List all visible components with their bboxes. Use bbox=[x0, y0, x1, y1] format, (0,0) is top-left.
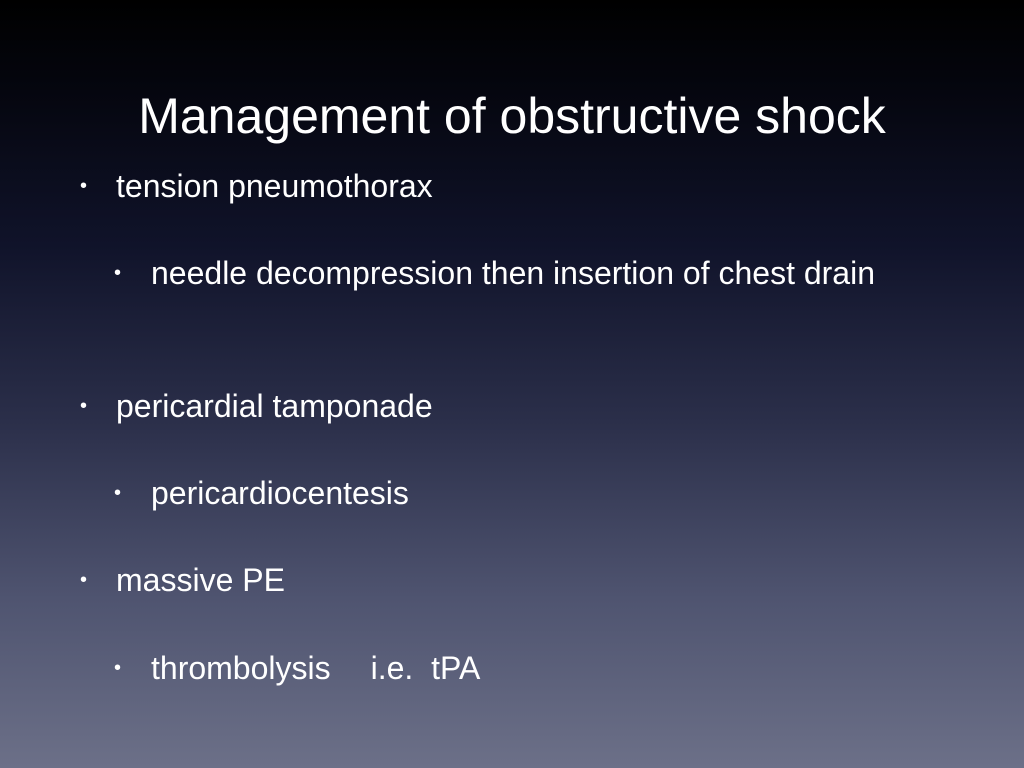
slide-title: Management of obstructive shock bbox=[138, 88, 886, 144]
list-item-tension-pneumothorax: tension pneumothorax bbox=[116, 168, 433, 204]
list-item-thrombolysis-suffix: i.e. tPA bbox=[370, 650, 481, 686]
list-item-pericardial-tamponade: pericardial tamponade bbox=[116, 388, 433, 424]
list-item-pericardiocentesis: pericardiocentesis bbox=[151, 475, 409, 511]
bullet-icon: • bbox=[80, 175, 88, 197]
list-item-massive-pe: massive PE bbox=[116, 562, 285, 598]
bullet-icon: • bbox=[114, 657, 122, 679]
bullet-icon: • bbox=[80, 395, 88, 417]
bullet-icon: • bbox=[80, 569, 88, 591]
list-item-thrombolysis-text: thrombolysis bbox=[151, 650, 331, 686]
bullet-icon: • bbox=[114, 262, 122, 284]
list-item-needle-decompression: needle decompression then insertion of chest drain bbox=[151, 255, 875, 291]
bullet-icon: • bbox=[114, 482, 122, 504]
list-item-thrombolysis bbox=[151, 645, 911, 691]
